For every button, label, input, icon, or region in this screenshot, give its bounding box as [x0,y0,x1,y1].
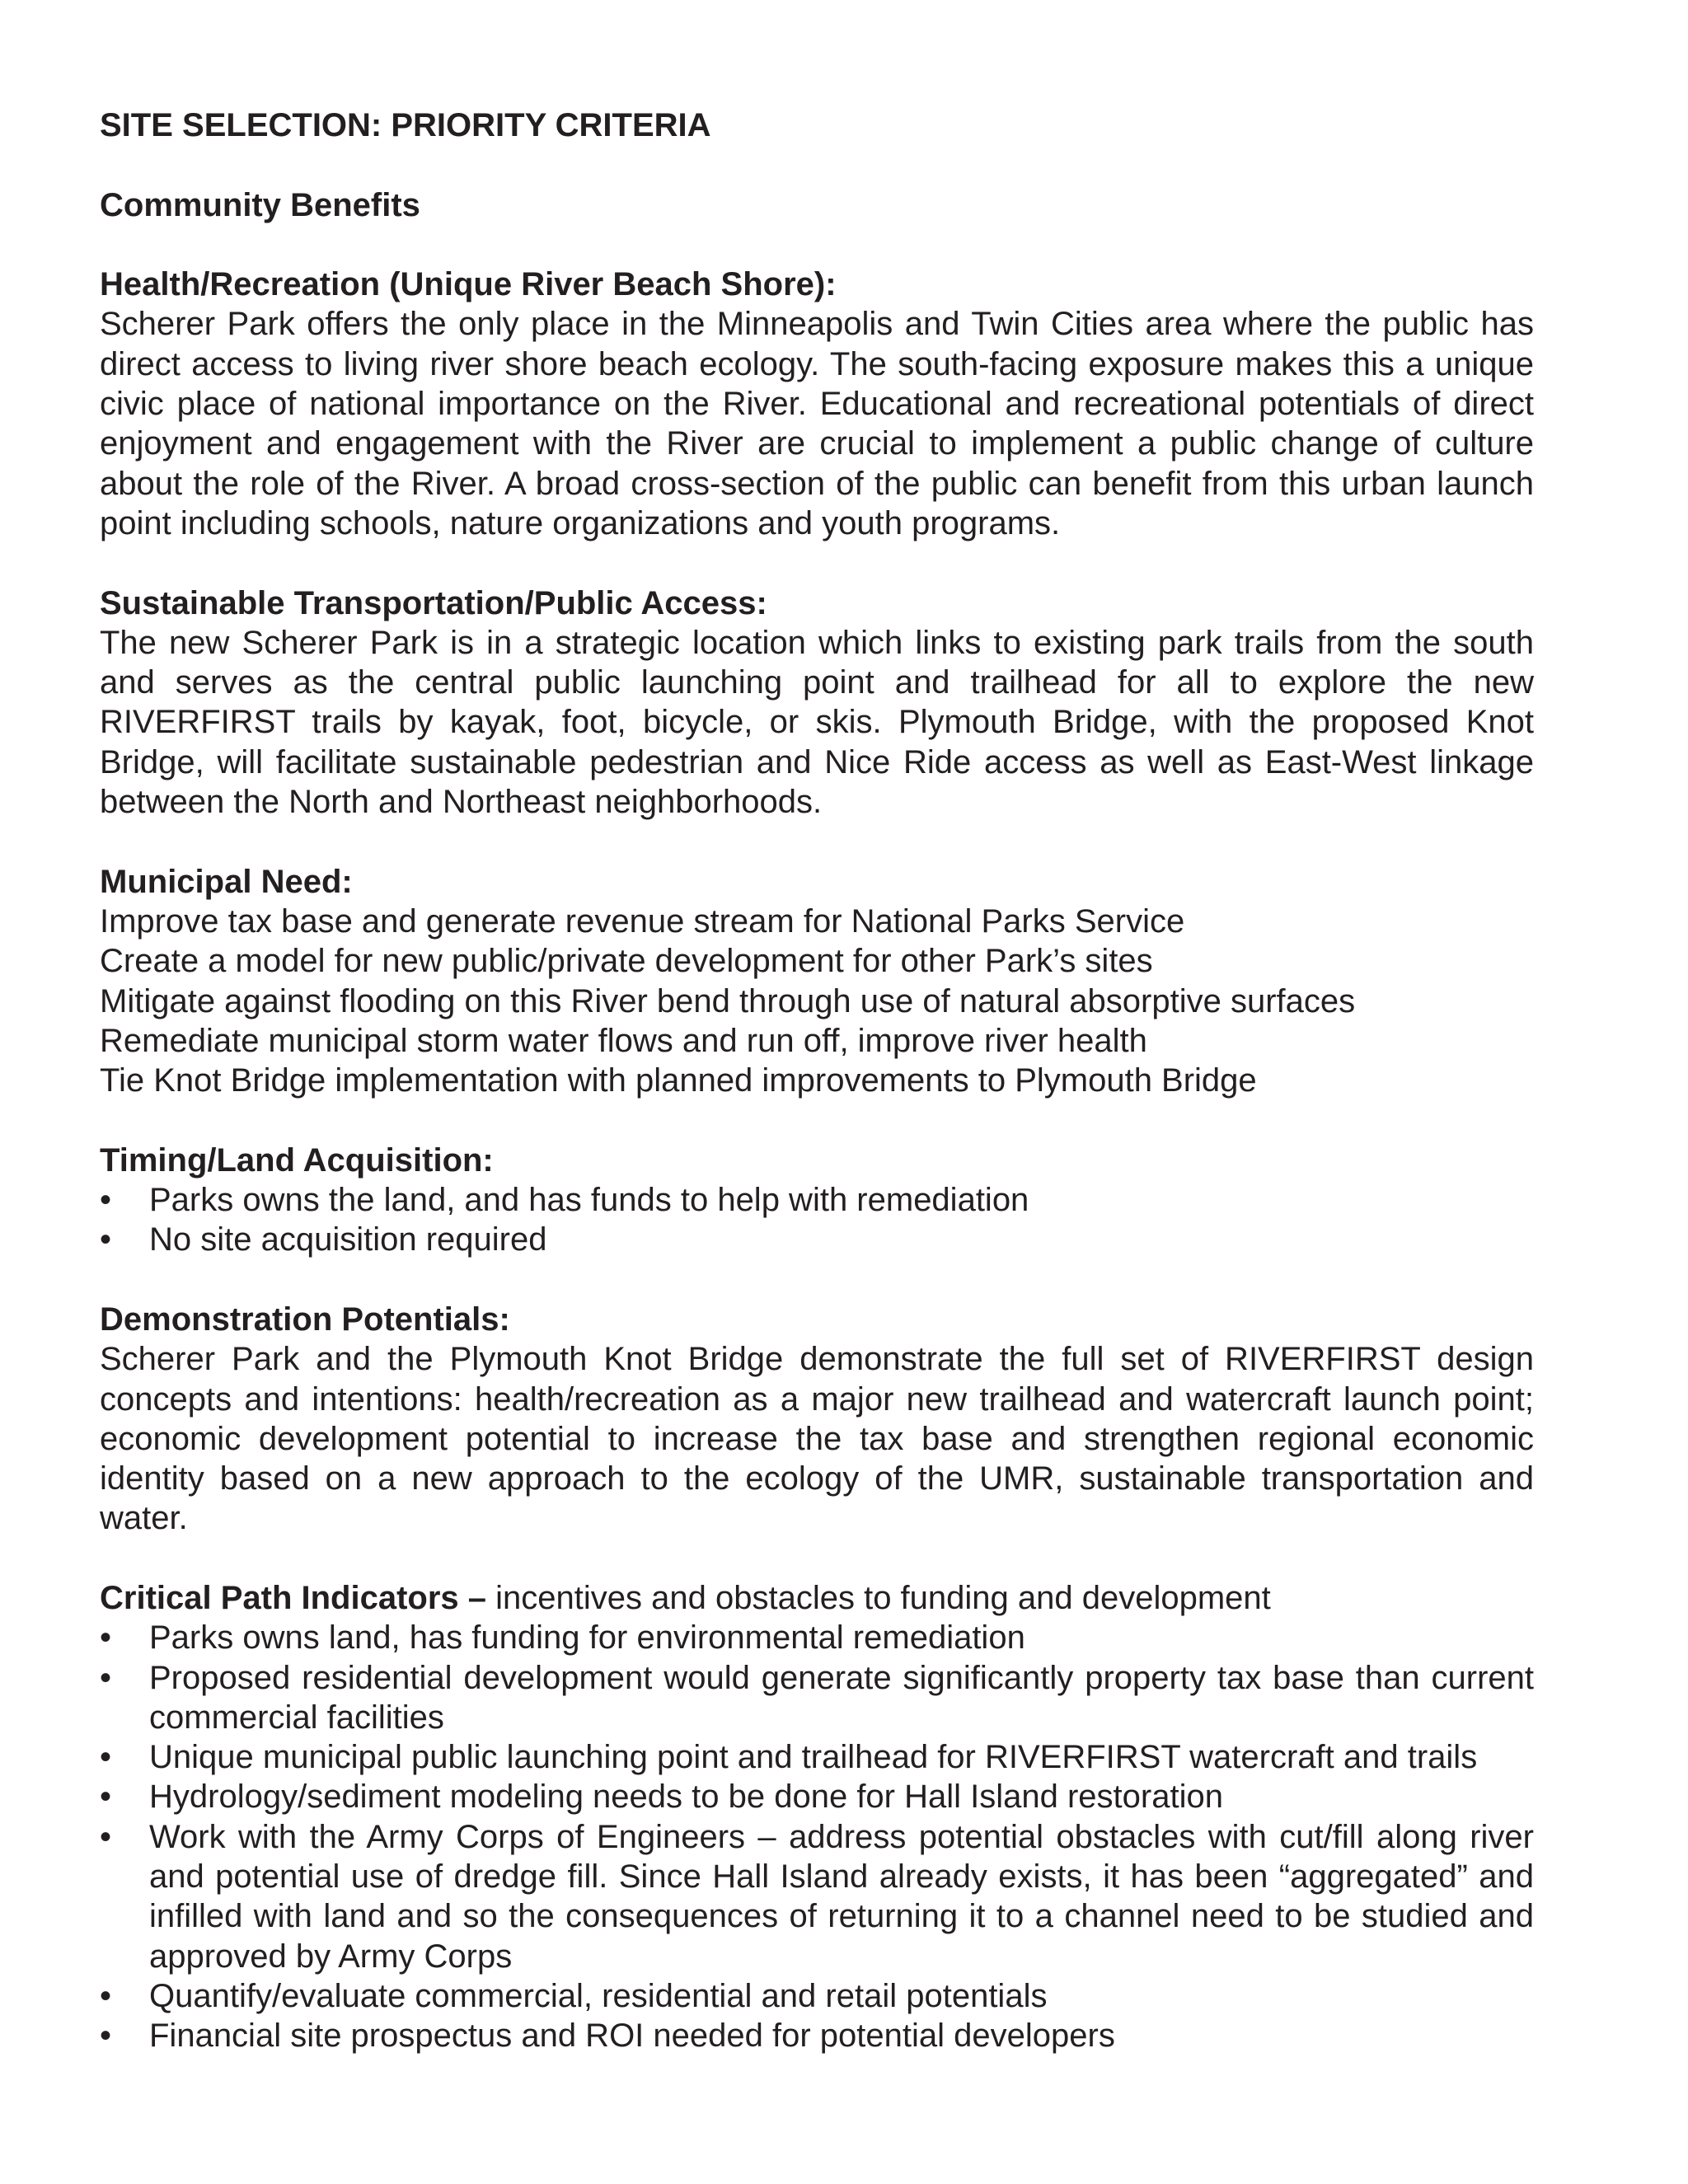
critical-heading: Critical Path Indicators – [100,1579,487,1616]
transport-heading: Sustainable Transportation/Public Access: [100,584,767,621]
bullet-icon: • [100,1818,112,1855]
list-item-text: Quantify/evaluate commercial, residential and retail potentials [149,1977,1048,2014]
critical-heading-line [100,1578,1534,1618]
list-item [100,1976,1534,2016]
spacer [100,543,1534,583]
spacer [100,1539,1534,1578]
spacer [100,145,1534,185]
list-item-text: No site acquisition required [149,1221,547,1258]
municipal-line: Tie Knot Bridge implementation with planned improvements to Plymouth Bridge [100,1062,1257,1099]
list-item-text: Parks owns the land, and has funds to help with remediation [149,1182,1029,1219]
health-body: Scherer Park offers the only place in the Minneapolis and Twin Cities area where the public has direct access to living river shore beach ecology. The south-facing exposure makes this a unique civic place of national importance on the River. Educational and recreational potentials of direct enjoyment and engagement with the River are crucial to implement a public change of culture about the role of the River. A broad cross-section of the public can benefit from this urban launch point including schools, nature organizations and youth programs. [100,306,1534,541]
bullet-icon: • [100,1977,112,2014]
list-item [100,1180,1534,1220]
section-subtitle: Community Benefits [100,186,420,223]
municipal-line: Create a model for new public/private development for other Park’s sites [100,943,1153,980]
critical-list [100,1618,1534,2055]
list-item-text: Unique municipal public launching point and trailhead for RIVERFIRST watercraft and trails [149,1739,1478,1776]
health-heading: Health/Recreation (Unique River Beach Shore): [100,266,837,303]
municipal-heading: Municipal Need: [100,863,353,900]
timing-list [100,1180,1534,1260]
transport-body: The new Scherer Park is in a strategic location which links to existing park trails from the south and serves as the central public launching point and trailhead for all to explore the new RIVERFIRST trails by kayak, foot, bicycle, or skis. Plymouth Bridge, with the proposed Knot Bridge, will facilitate sustainable pedestrian and Nice Ride access as well as East-West linkage between the North and Northeast neighborhoods. [100,624,1534,821]
list-item [100,1220,1534,1259]
bullet-icon: • [100,1739,112,1776]
list-item-text: Work with the Army Corps of Engineers – address potential obstacles with cut/fill along river and potential use of dredge fill. Since Hall Island already exists, it has been “aggregated” and infilled with land and so the consequences of returning it to a channel need to be studied and approved by Army Corps [149,1818,1534,1975]
municipal-line: Mitigate against flooding on this River bend through use of natural absorptive surfaces [100,982,1356,1019]
list-item-text: Financial site prospectus and ROI needed for potential developers [149,2018,1115,2055]
spacer [100,822,1534,861]
list-item [100,1658,1534,1738]
demonstration-heading: Demonstration Potentials: [100,1301,510,1338]
list-item-text: Proposed residential development would generate significantly property tax base than current commercial facilities [149,1659,1534,1736]
demonstration-body: Scherer Park and the Plymouth Knot Bridge demonstrate the full set of RIVERFIRST design concepts and intentions: health/recreation as a major new trailhead and watercraft launch point; economic development potential to increase the tax base and strengthen regional economic identity based on a new approach to the ecology of the UMR, sustainable transportation and water. [100,1341,1534,1537]
spacer [100,1260,1534,1300]
page-title: SITE SELECTION: PRIORITY CRITERIA [100,107,711,143]
list-item [100,2016,1534,2055]
critical-intro: incentives and obstacles to funding and development [486,1579,1271,1616]
list-item [100,1737,1534,1777]
bullet-icon: • [100,1182,112,1219]
list-item [100,1618,1534,1657]
list-item-text: Hydrology/sediment modeling needs to be done for Hall Island restoration [149,1779,1223,1816]
document-page [100,105,1534,2056]
municipal-line: Remediate municipal storm water flows and run off, improve river health [100,1022,1147,1059]
municipal-line: Improve tax base and generate revenue stream for National Parks Service [100,902,1185,940]
list-item [100,1817,1534,1976]
list-item-text: Parks owns land, has funding for environmental remediation [149,1619,1025,1657]
list-item [100,1777,1534,1816]
bullet-icon: • [100,2018,112,2055]
bullet-icon: • [100,1779,112,1816]
bullet-icon: • [100,1221,112,1258]
spacer [100,1100,1534,1140]
bullet-icon: • [100,1659,112,1696]
timing-heading: Timing/Land Acquisition: [100,1141,494,1179]
spacer [100,225,1534,265]
bullet-icon: • [100,1619,112,1657]
